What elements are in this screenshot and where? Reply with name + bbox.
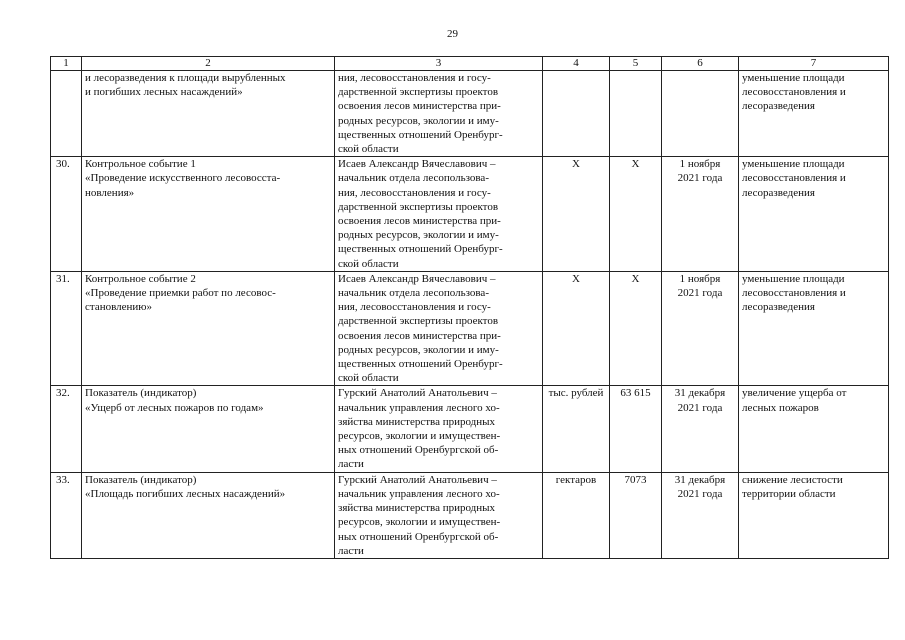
unit-cell: X: [543, 157, 610, 272]
date-line: 2021 года: [677, 287, 723, 300]
date-cell: [662, 271, 739, 386]
responsible-line: ресурсов, экологии и имуществен-: [338, 516, 501, 529]
responsible-line: ресурсов, экологии и имуществен-: [338, 430, 501, 443]
table-row: [51, 472, 889, 558]
value-cell: X: [610, 271, 662, 386]
date-line: 2021 года: [677, 487, 723, 500]
responsible-line: ния, лесовосстановления и госу-: [338, 72, 491, 84]
date-line: 31 декабря: [674, 473, 726, 486]
responsible-line: ской области: [338, 372, 399, 385]
result-line: снижение лесистости: [742, 473, 843, 486]
responsible-line: начальник отдела лесопользова-: [338, 172, 489, 185]
date-line: 31 декабря: [674, 387, 726, 400]
row-number-cell: 32.: [51, 386, 82, 472]
value-cell: 63 615: [610, 386, 662, 472]
header-cell: 7: [739, 57, 889, 71]
result-line: уменьшение площади: [742, 72, 845, 84]
row-number-cell: 33.: [51, 472, 82, 558]
responsible-line: Исаев Александр Вячеславович –: [338, 158, 496, 171]
date-line: 2021 года: [677, 172, 723, 185]
row-number-cell: 31.: [51, 271, 82, 386]
event-name-cell: [82, 386, 335, 472]
event-name-cell: [82, 157, 335, 272]
date-cell: [662, 472, 739, 558]
responsible-line: ния, лесовосстановления и госу-: [338, 186, 491, 199]
responsible-line: зяйства министерства природных: [338, 415, 496, 428]
responsible-line: начальник отдела лесопользова-: [338, 287, 489, 300]
table-row: [51, 71, 889, 157]
result-cell: [739, 472, 889, 558]
date-line: 1 ноября: [679, 272, 721, 285]
responsible-cell: [335, 386, 543, 472]
table-row: [51, 386, 889, 472]
result-line: уменьшение площади: [742, 272, 845, 285]
event-name-line: и погибших лесных насаждений»: [85, 86, 243, 99]
event-name-line: Показатель (индикатор): [85, 473, 197, 486]
event-name-line: Контрольное событие 2: [85, 272, 196, 285]
event-name-line: «Ущерб от лесных пожаров по годам»: [85, 401, 264, 414]
responsible-line: ния, лесовосстановления и госу-: [338, 301, 491, 314]
event-name-line: становлению»: [85, 301, 153, 314]
result-line: лесовосстановления и: [742, 287, 846, 300]
result-line: уменьшение площади: [742, 158, 845, 171]
responsible-line: ской области: [338, 143, 399, 156]
unit-cell: гектаров: [543, 472, 610, 558]
result-line: лесовосстановления и: [742, 86, 846, 99]
unit-cell: X: [543, 271, 610, 386]
header-row: [51, 57, 889, 71]
header-cell: 5: [610, 57, 662, 71]
responsible-line: освоения лесов министерства при-: [338, 215, 501, 228]
data-table: [50, 56, 889, 559]
responsible-line: ных отношений Оренбургской об-: [338, 530, 499, 543]
responsible-line: ской области: [338, 257, 399, 270]
event-name-line: «Проведение искусственного лесовосста-: [85, 172, 281, 185]
responsible-cell: [335, 71, 543, 157]
date-cell: [662, 71, 739, 157]
event-name-line: «Проведение приемки работ по лесовос-: [85, 287, 276, 300]
responsible-line: освоения лесов министерства при-: [338, 329, 501, 342]
header-cell: 1: [51, 57, 82, 71]
table-row: [51, 271, 889, 386]
value-cell: [610, 71, 662, 157]
result-line: лесоразведения: [742, 301, 815, 314]
row-number-cell: 30.: [51, 157, 82, 272]
date-line: 2021 года: [677, 401, 723, 414]
result-line: территории области: [742, 487, 836, 500]
date-cell: [662, 157, 739, 272]
event-name-line: Контрольное событие 1: [85, 158, 196, 171]
event-name-line: Показатель (индикатор): [85, 387, 197, 400]
header-cell: 6: [662, 57, 739, 71]
responsible-line: ласти: [338, 544, 364, 557]
unit-cell: [543, 71, 610, 157]
result-cell: [739, 271, 889, 386]
responsible-line: начальник управления лесного хо-: [338, 401, 500, 414]
responsible-line: Гурский Анатолий Анатольевич –: [338, 387, 497, 400]
value-cell: X: [610, 157, 662, 272]
result-cell: [739, 157, 889, 272]
header-cell: 3: [335, 57, 543, 71]
page-number: 29: [447, 28, 458, 40]
event-name-line: и лесоразведения к площади вырубленных: [85, 72, 286, 84]
event-name-cell: [82, 271, 335, 386]
table-row: [51, 157, 889, 272]
result-line: лесоразведения: [742, 100, 815, 113]
responsible-cell: [335, 472, 543, 558]
event-name-cell: [82, 71, 335, 157]
date-cell: [662, 386, 739, 472]
event-name-line: новления»: [85, 186, 135, 199]
responsible-line: дарственной экспертизы проектов: [338, 86, 499, 99]
responsible-line: ласти: [338, 458, 364, 471]
responsible-line: щественных отношений Оренбург-: [338, 128, 503, 141]
header-cell: 2: [82, 57, 335, 71]
responsible-line: зяйства министерства природных: [338, 502, 496, 515]
value-cell: 7073: [610, 472, 662, 558]
event-name-line: «Площадь погибших лесных насаждений»: [85, 487, 286, 500]
responsible-line: дарственной экспертизы проектов: [338, 315, 499, 328]
responsible-line: Гурский Анатолий Анатольевич –: [338, 473, 497, 486]
responsible-line: родных ресурсов, экологии и иму-: [338, 114, 499, 127]
responsible-line: щественных отношений Оренбург-: [338, 358, 503, 371]
responsible-line: ных отношений Оренбургской об-: [338, 444, 499, 457]
responsible-line: начальник управления лесного хо-: [338, 487, 500, 500]
header-cell: 4: [543, 57, 610, 71]
responsible-cell: [335, 271, 543, 386]
result-line: лесоразведения: [742, 186, 815, 199]
responsible-line: родных ресурсов, экологии и иму-: [338, 229, 499, 242]
result-line: лесных пожаров: [742, 401, 819, 414]
event-name-cell: [82, 472, 335, 558]
responsible-line: освоения лесов министерства при-: [338, 100, 501, 113]
result-cell: [739, 71, 889, 157]
result-line: лесовосстановления и: [742, 172, 846, 185]
responsible-line: щественных отношений Оренбург-: [338, 243, 503, 256]
responsible-line: дарственной экспертизы проектов: [338, 200, 499, 213]
responsible-cell: [335, 157, 543, 272]
responsible-line: родных ресурсов, экологии и иму-: [338, 343, 499, 356]
result-cell: [739, 386, 889, 472]
date-line: 1 ноября: [679, 158, 721, 171]
unit-cell: тыс. рублей: [543, 386, 610, 472]
result-line: увеличение ущерба от: [742, 387, 847, 400]
row-number-cell: [51, 71, 82, 157]
responsible-line: Исаев Александр Вячеславович –: [338, 272, 496, 285]
